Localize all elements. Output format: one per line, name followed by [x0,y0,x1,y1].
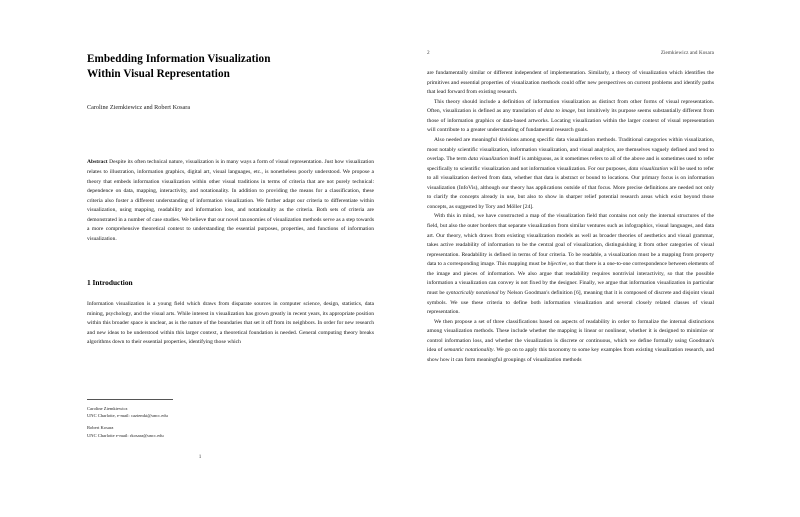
emphasized-term: bijective [547,261,567,268]
footnote-author-2-affiliation: UNC Charlotte e-mail: rkosara@uncc.edu [87,432,164,438]
footnote-author-2-name: Robert Kosara [87,425,114,431]
body-paragraph-p2: This theory should include a definition of information visualization as distinct from other forms of visual representation. Often, visualization is defined as any translation of data to image, but intuitively its purpose seems substantially different from those of information graphics or data-based artworks. Locating visualization within the larger context of visual representation will contribute to a greater understanding of fundamental research goals. [427,98,714,134]
emphasized-term: data visualization [468,156,508,163]
abstract-paragraph [87,158,374,244]
title-line-2: Within Visual Representation [87,67,230,80]
emphasized-term: data to image [543,108,576,115]
footnote-author-1 [87,405,287,420]
page-title [87,52,374,82]
footnote-block [87,399,287,439]
running-head-title: Ziemkiewicz and Kosara [660,50,714,56]
emphasized-term: semantic notationality [443,347,494,354]
footnote-author-2 [87,424,287,439]
right-column-body [427,69,714,365]
emphasized-term: data visualization [628,165,669,172]
body-paragraph-p3: Also needed are meaningful divisions among specific data visualization methods. Traditional categories within visualization, most notably scientific visualization, information visualization, and visual analytics, are themselves vaguely defined and tend to overlap. The term data visualization itself is ambiguous, as it sometimes refers to all of the above and is sometimes used to refer specifically to scientific visualization and not information visualization. For our purposes, data visualization will be used to refer to all visualization derived from data, whether that data is abstract or bound to locations. Our primary focus is on information visualization (InfoVis), although our theory has applications outside of that focus. More precise definitions are needed not only to clarify the concepts already in use, but also to show in sharper relief potential research areas which exist beyond those concepts, as suggested by Tory and Möller [24]. [427,136,715,210]
emphasized-term: syntactically notational [446,289,499,296]
abstract-text: Despite its often technical nature, visualization is in many ways a form of visual representation. Just how visualization relates to illustration, information graphics, digital art, visual languages, etc., is nonetheless poorly understood. We propose a theory that embeds information visualization within other visual traditions in terms of criteria that are not purely technical: dependence on data, mapping, interactivity, and notationality. In addition to providing the means for a classification, these criteria also foster a different understanding of information visualization. We further adapt our criteria to differentiate within visualization, using mapping, readability and information loss, and notationality as the criteria. Both sets of criteria are demonstrated in a number of case studies. We believe that our novel taxonomies of visualization methods serve as a step towards a more comprehensive theoretical context to understanding the essential purposes, properties, and functions of information visualization. [87,159,374,242]
footnote-author-1-affiliation: UNC Charlotte, e-mail: caziemki@uncc.edu [87,412,168,418]
body-paragraph-p4: With this in mind, we have constructed a map of the visualization field that contains not only the internal structures of the field, but also the outer borders that separate visualization from similar ventures such as infographics, visual languages, and data art. Our theory, which draws from existing visualization models as well as broader theories of aesthetics and visual grammar, takes active readability of information to be the central goal of visualization, distinguishing it from other categories of visual representation. Readability is defined in terms of four criteria. To be readable, a visualization must be a mapping from property data to a corresponding image. This mapping must be bijective, so that there is a one-to-one correspondence between elements of the image and pieces of information. We also argue that readability requires nontrivial interactivity, so that the possible information a visualization can convey is not fixed by the designer. Finally, we argue that information visualization in particular must be syntactically notational by Nelson Goodman's definition [6], meaning that it is composed of discrete and disjoint visual symbols. We use these criteria to define both information visualization and several closely related classes of visual representation. [427,213,714,316]
running-head [427,50,714,56]
abstract-label: Abstract [87,159,108,166]
page-number-bottom: 1 [198,454,202,460]
right-page [400,0,800,517]
footnote-divider [87,399,173,400]
running-head-folio: 2 [427,50,430,56]
title-line-1: Embedding Information Visualization [87,53,271,65]
author-list: Caroline Ziemkiewicz and Robert Kosara [87,103,191,111]
body-paragraph-p1: are fundamentally similar or different independent of implementation. Similarly, a theory of visualization which identifies the primitives and essential properties of visualization methods could offer new perspectives on current problems and identify paths that lead forward from existing research. [427,70,714,96]
body-paragraph-p5: We then propose a set of three classifications based on aspects of readability in order to formalize the internal distinctions among visualization methods. These include whether the mapping is linear or nonlinear, whether it is designed to minimize or control information loss, and whether the visualization is discrete or continuous, which we define formally using Goodman's idea of semantic notationality. We go on to apply this taxonomy to some key examples from existing visualization research, and show how it can form meaningful groupings of visualization methods [427,318,714,363]
introduction-paragraph: Information visualization is a young field which draws from disparate sources in computer science, design, statistics, data mining, psychology, and the visual arts. While interest in visualization has grown greatly in recent years, its appropriate position within this broader space is unclear, as is the nature of the boundaries that set it off from its neighbors. In order for new research and new ideas to be understood within this larger context, a theoretical foundation is needed. General computing theory breaks algorithms down to their essential properties, identifying those which [87,301,374,346]
section-heading-introduction: 1 Introduction [87,278,133,288]
footnote-author-1-name: Caroline Ziemkiewicz [87,405,128,411]
